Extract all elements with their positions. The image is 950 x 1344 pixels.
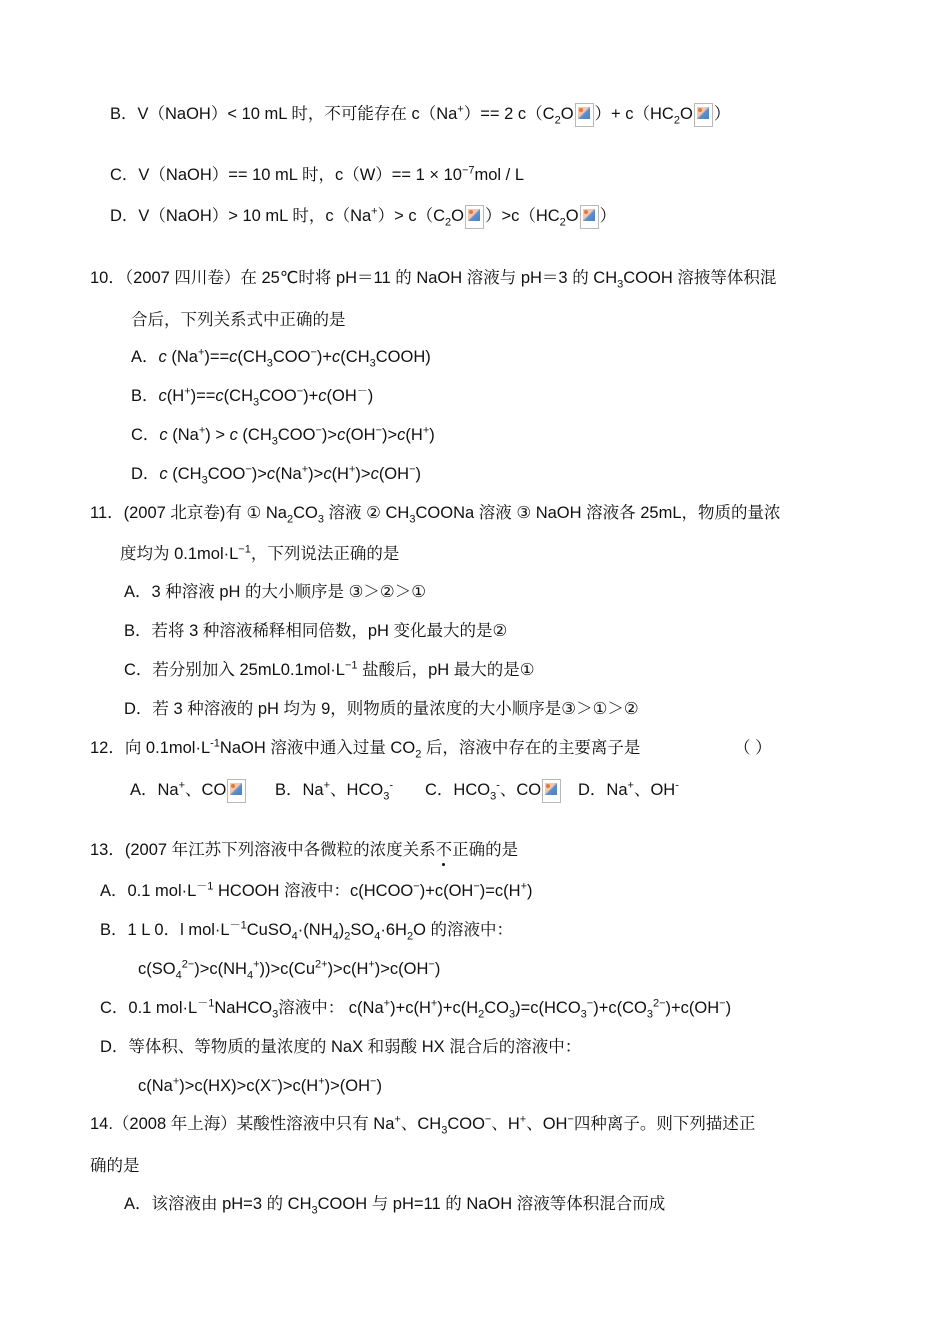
- emphasis-mark: 不: [435, 841, 453, 859]
- q11-stem: 11．(2007 北京卷)有 ① $Na_2CO_3$ 溶液 ② $CH_3COONa$ 溶液 ③ NaOH 溶液各 25mL，物质的量浓: [90, 504, 781, 526]
- q12-options: A．Na+、CO: [130, 779, 247, 803]
- q13-stem: 13．(2007 年江苏下列溶液中各微粒的浓度关系不正确的是: [90, 841, 519, 859]
- q11-stem-cont: 度均为 $0.1mol\cdot L^{-1}$，下列说法正确的是: [120, 543, 400, 563]
- q11-option-d: D．若 3 种溶液的 pH 均为 9，则物质的量浓度的大小顺序是③＞①＞②: [124, 700, 639, 718]
- q11-option-c: C．若分别加入 $25mL0.1mol\cdot L^{-1}$ 盐酸后，pH 最大的是①: [124, 659, 535, 679]
- q12-option-d: D．Na+、OH-: [578, 779, 679, 799]
- broken-image-icon: [227, 779, 246, 803]
- q10-option-a: A．c $(Na^+)==c(CH_3COO^-)+c(CH_3COOH)$: [131, 346, 431, 370]
- q12-option-b: B．Na+、$HCO_3^-$: [275, 779, 394, 803]
- q10-option-c: C．c (Na+) > c $(CH_3COO^-)>c(OH^-)>c(H^+)$: [131, 424, 435, 448]
- q11-option-a: A．3 种溶液 pH 的大小顺序是 ③＞②＞①: [124, 583, 426, 601]
- broken-image-icon: [580, 205, 599, 229]
- broken-image-icon: [465, 205, 484, 229]
- q10-option-d: D．c $(CH_3COO^-)>c(Na^+)>c(H^+)>c(OH^-)$: [131, 463, 421, 487]
- broken-image-icon: [542, 779, 561, 803]
- q9-option-c: C．V（NaOH）== 10 mL 时，$c(W)== 1 \times 10^{-7}mol / L$: [110, 164, 525, 184]
- q14-stem: 14.（2008 年上海）某酸性溶液中只有 Na+、$CH_3COO^-$、H+、OH−四种离子。则下列描述正: [90, 1113, 756, 1137]
- q9-option-b: B．V（NaOH）< 10 mL 时，不可能存在 c（Na+）== 2 $c(C_2O$ ）+ $c(HC_2O$ ）: [110, 103, 731, 127]
- q14-option-a: A．该溶液由 pH=3 的 $CH_3COOH$ 与 pH=11 的 NaOH 溶液等体积混合而成: [124, 1195, 666, 1217]
- q13-option-c: C．0.1 $mol\cdot L^{-1}NaHCO_3$溶液中： $c(Na^+)+c(H^+)+c(H_2CO_3)=c(HCO_3^-)+c(CO_3^{2-})+c(OH^-)$: [100, 997, 732, 1021]
- q13-option-b: B．1 L 0．l $mol\cdot L^{-1}CuSO_4\cdot(NH_4)_2SO_4\cdot 6H_2O$ 的溶液中：: [100, 919, 513, 943]
- q12-answer-blank: （ ）: [734, 739, 772, 757]
- broken-image-icon: [575, 103, 594, 127]
- q12-stem: 12．向 $0.1mol\cdot L^{-1}NaOH$ 溶液中通入过量 $CO_2$ 后，溶液中存在的主要离子是: [90, 737, 641, 761]
- q13-option-a: A．0.1 $mol\cdot L^{-1}$ HCOOH 溶液中：c(HCOO−)+c(OH−)=c(H+): [100, 880, 533, 900]
- q13-option-b-cont: $c(SO_4^{2-})>c(NH_4^+))>c(Cu^{2+})>c(H^+)>c(OH^-)$: [138, 958, 441, 982]
- q13-option-d-cont: c(Na+)>c(HX)>c(X−)>c(H+)>(OH−): [138, 1075, 382, 1095]
- q10-stem-cont: 合后，下列关系式中正确的是: [131, 311, 346, 329]
- q9-option-d: D．V（NaOH）> 10 mL 时，$c(Na^+)> c(C_2O$ ）$>c(HC_2O$ ）: [110, 205, 617, 229]
- q14-stem-cont: 确的是: [90, 1157, 140, 1175]
- q10-option-b: B．$c(H^+)==c(CH_3COO^-)+c(OH^-)$: [131, 385, 374, 409]
- q12-option-c: C．$HCO_3^-$、CO: [425, 779, 562, 803]
- q10-stem: 10．（2007 四川卷）在 25℃时将 pH＝11 的 NaOH 溶液与 pH＝3 的 $CH_3COOH$ 溶掖等体积混: [90, 269, 777, 291]
- q13-option-d: D．等体积、等物质的量浓度的 NaX 和弱酸 HX 混合后的溶液中：: [100, 1038, 582, 1056]
- q11-option-b: B．若将 3 种溶液稀释相同倍数，pH 变化最大的是②: [124, 622, 508, 640]
- broken-image-icon: [694, 103, 713, 127]
